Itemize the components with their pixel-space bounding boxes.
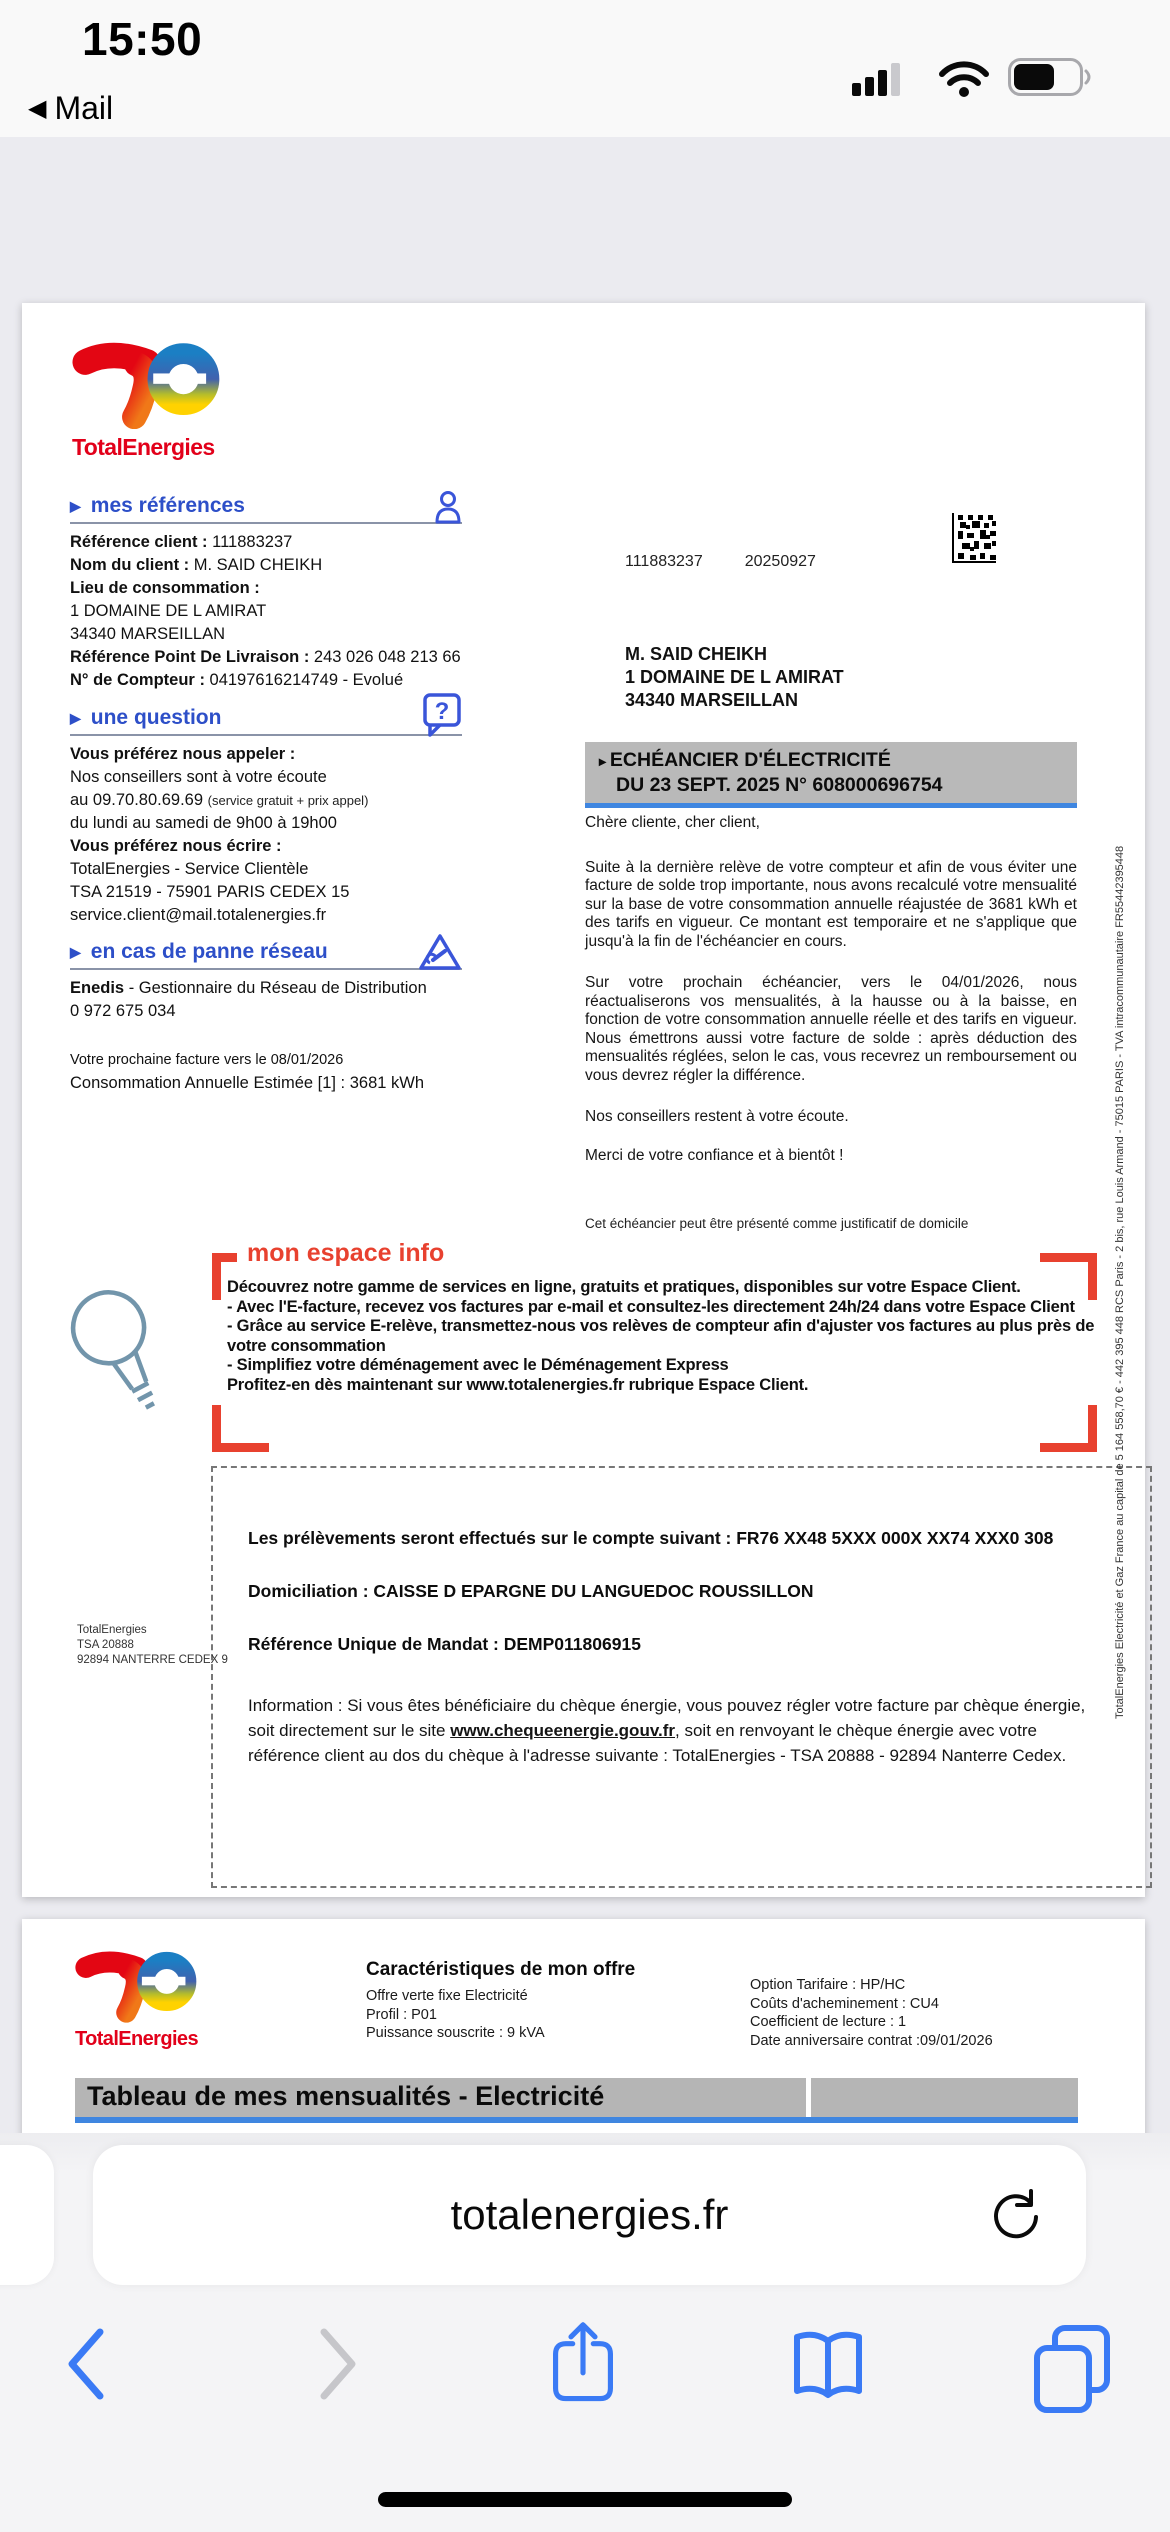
status-bar: [0, 0, 1170, 137]
section-title: une question: [90, 706, 222, 729]
espace-info-body: [227, 1278, 1095, 1395]
section-title: mes références: [90, 494, 245, 517]
url-text: totalenergies.fr: [450, 2191, 729, 2238]
proof-of-address-note: Cet échéancier peut être présenté comme justificatif de domicile: [585, 1216, 969, 1231]
share-icon[interactable]: [543, 2318, 623, 2402]
section-mes-references: [70, 494, 462, 524]
forward-icon[interactable]: [316, 2326, 362, 2402]
cheque-energie-info: Information : Si vous êtes bénéficiaire du chèque énergie, vous pouvez régler votre facture par chèque énergie, soit directement sur le site www.chequeenergie.gouv.fr, soit en renvoyant le chèque énergie avec votre référence client au dos du chèque à l'adresse suivante : TotalEnergies - TSA 20888 - 92894 Nanterre Cedex.: [248, 1696, 1086, 1765]
section-triangle-icon: ▶: [70, 709, 81, 726]
ref-row: Référence client : 111883237: [70, 533, 293, 551]
status-clock: 15:50: [82, 13, 203, 65]
question-bubble-icon: [422, 692, 462, 743]
espace-line: Découvrez notre gamme de services en ligne, gratuits et pratiques, disponibles sur votre Espace Client.: [227, 1278, 1021, 1296]
section-title: en cas de panne réseau: [90, 940, 328, 963]
ref-row: Lieu de consommation :: [70, 579, 260, 597]
frame-corner-bottom-right: [1040, 1405, 1097, 1452]
espace-line: - Simplifiez votre déménagement avec le Déménagement Express: [227, 1356, 729, 1374]
panne-row: Enedis - Gestionnaire du Réseau de Distribution: [70, 979, 427, 997]
totalenergies-logo: [75, 1943, 215, 2051]
question-row: du lundi au samedi de 9h00 à 19h00: [70, 814, 337, 832]
pdf-page-1: [22, 303, 1145, 1897]
debit-account-line: Les prélèvements seront effectués sur le compte suivant : FR76 XX48 5XXX 000X XX74 XXX0 308: [248, 1528, 1054, 1548]
section-une-question: [70, 698, 462, 736]
safari-bottom-bar: [0, 2133, 1170, 2532]
reload-icon[interactable]: [990, 2189, 1042, 2245]
letter-meta-line: 111883237 20250927: [625, 553, 816, 570]
section-panne-reseau: [70, 940, 462, 970]
bookmarks-icon[interactable]: [785, 2329, 871, 2401]
question-row: TSA 21519 - 75901 PARIS CEDEX 15: [70, 883, 350, 901]
salutation: Chère cliente, cher client,: [585, 814, 760, 831]
letter-paragraph: Nos conseillers restent à votre écoute.: [585, 1108, 849, 1125]
domiciliation-line: Domiciliation : CAISSE D EPARGNE DU LANGUEDOC ROUSSILLON: [248, 1581, 814, 1601]
recipient-address: M. SAID CHEIKH 1 DOMAINE DE L AMIRAT 34340 MARSEILLAN: [625, 644, 844, 710]
letter-paragraph: Sur votre prochain échéancier, vers le 04/01/2026, nous réactualiserons vos mensualités, à la hausse ou à la baisse, en fonction de votre consommation annuelle réelle et des tarifs en vigueur. Nous émettrons aussi votre facture de solde : après déduction des mensualités réglées, selon le cas, vous recevrez un remboursement ou vous devrez régler la différence.: [585, 974, 1077, 1084]
back-triangle-icon: ◀: [28, 95, 47, 122]
offer-block: Caractéristiques de mon offre Offre verte fixe Electricité Profil : P01 Puissance souscrite : 9 kVA: [366, 1959, 636, 2041]
bar-divider: [806, 2078, 811, 2117]
question-row: Vous préférez nous appeler :: [70, 745, 296, 763]
next-invoice-note: Votre prochaine facture vers le 08/01/2026: [70, 1052, 344, 1068]
cellular-signal-icon: [852, 62, 904, 96]
person-icon: [434, 490, 462, 529]
estimated-consumption: Consommation Annuelle Estimée [1] : 3681 kWh: [70, 1074, 425, 1092]
totalenergies-logo-icon: [72, 333, 242, 429]
wifi-icon: [938, 60, 990, 98]
totalenergies-logo-icon: [75, 1943, 215, 2023]
espace-line: Profitez-en dès maintenant sur www.totalenergies.fr rubrique Espace Client.: [227, 1375, 809, 1394]
direct-debit-box: [211, 1466, 1152, 1888]
doc-letter-column: [585, 508, 1077, 1165]
tabs-icon[interactable]: [1029, 2322, 1115, 2416]
question-row: Vous préférez nous écrire :: [70, 837, 282, 855]
espace-info-title: mon espace info: [237, 1239, 454, 1268]
outage-wrench-icon: [418, 932, 462, 977]
totalenergies-wordmark: TotalEnergies: [72, 434, 215, 460]
home-indicator[interactable]: [378, 2492, 792, 2507]
espace-line: - Grâce au service E-relève, transmettez-nous vos relèves de compteur afin d'ajuster vos factures au plus près de votre consommation: [227, 1317, 1095, 1355]
ref-row: 1 DOMAINE DE L AMIRAT: [70, 602, 267, 620]
svg-text:?: ?: [434, 698, 450, 725]
ref-row: 34340 MARSEILLAN: [70, 625, 226, 643]
letter-paragraph: Suite à la dernière relève de votre compteur et afin de vous éviter une facture de solde trop importante, nous avons recalculé votre mensualité sur la base de votre consommation annuelle réajustée de 3681 kWh et des tarifs en vigueur. Ce montant est temporaire et ne s'applique que jusqu'à la fin de l'échéancier en cours.: [585, 858, 1077, 950]
espace-line: - Avec l'E-facture, recevez vos factures par e-mail et consultez-les directement 24h/24 dans votre Espace Client: [227, 1297, 1075, 1316]
frame-corner-bottom-left: [212, 1405, 269, 1452]
previous-tab-stub[interactable]: [0, 2145, 54, 2285]
chequeenergie-link[interactable]: www.chequeenergie.gouv.fr: [450, 1721, 676, 1740]
ref-row: Référence Point De Livraison : 243 026 048 213 66: [70, 648, 461, 666]
monthly-table-title: Tableau de mes mensualités - Electricité: [87, 2081, 605, 2111]
totalenergies-wordmark: TotalEnergies: [75, 2028, 198, 2050]
question-row: TotalEnergies - Service Clientèle: [70, 860, 309, 878]
question-row: Nos conseillers sont à votre écoute: [70, 768, 327, 786]
offer-title: Caractéristiques de mon offre: [366, 1959, 636, 1980]
totalenergies-logo: [72, 333, 242, 461]
question-row: au 09.70.80.69.69 (service gratuit + prix appel): [70, 791, 369, 809]
phone-note: (service gratuit + prix appel): [207, 793, 369, 808]
legal-sidebar-text: TotalEnergies Electricité et Gaz France au capital de 5 164 558,70 € - 442 395 448 RCS Paris - 2 bis, rue Louis Armand - 75015 PARIS - TVA intracommunautaire FR55442395448: [1114, 845, 1126, 1719]
battery-icon: [1008, 58, 1094, 96]
section-triangle-icon: ▶: [70, 497, 81, 514]
mandate-line: Référence Unique de Mandat : DEMP011806915: [248, 1634, 641, 1654]
ref-row: N° de Compteur : 04197616214749 - Evolué: [70, 671, 404, 689]
panne-row: 0 972 675 034: [70, 1002, 176, 1020]
sender-address-block: TotalEnergies TSA 20888 92894 NANTERRE CEDEX 9: [77, 1624, 228, 1666]
back-to-mail-link[interactable]: [28, 90, 113, 127]
question-row: service.client@mail.totalenergies.fr: [70, 906, 327, 924]
doc-left-column: [70, 484, 462, 1095]
ref-row: Nom du client : M. SAID CHEIKH: [70, 556, 323, 574]
letter-paragraph: Merci de votre confiance et à bientôt !: [585, 1146, 844, 1164]
lightbulb-icon: [62, 1273, 182, 1433]
back-icon[interactable]: [62, 2326, 108, 2402]
tariff-block: Option Tarifaire : HP/HC Coûts d'acheminement : CU4 Coefficient de lecture : 1 Date anniversaire contrat :09/01/2026: [750, 1977, 993, 2049]
section-triangle-icon: ▶: [70, 943, 81, 960]
address-bar[interactable]: [93, 2145, 1086, 2285]
back-app-label: Mail: [54, 90, 114, 126]
monthly-table-title-bar: [75, 2078, 1078, 2123]
document-title-bar: ▸ ECHÉANCIER D'ÉLECTRICITÉ DU 23 SEPT. 2025 N° 608000696754: [585, 742, 1077, 808]
